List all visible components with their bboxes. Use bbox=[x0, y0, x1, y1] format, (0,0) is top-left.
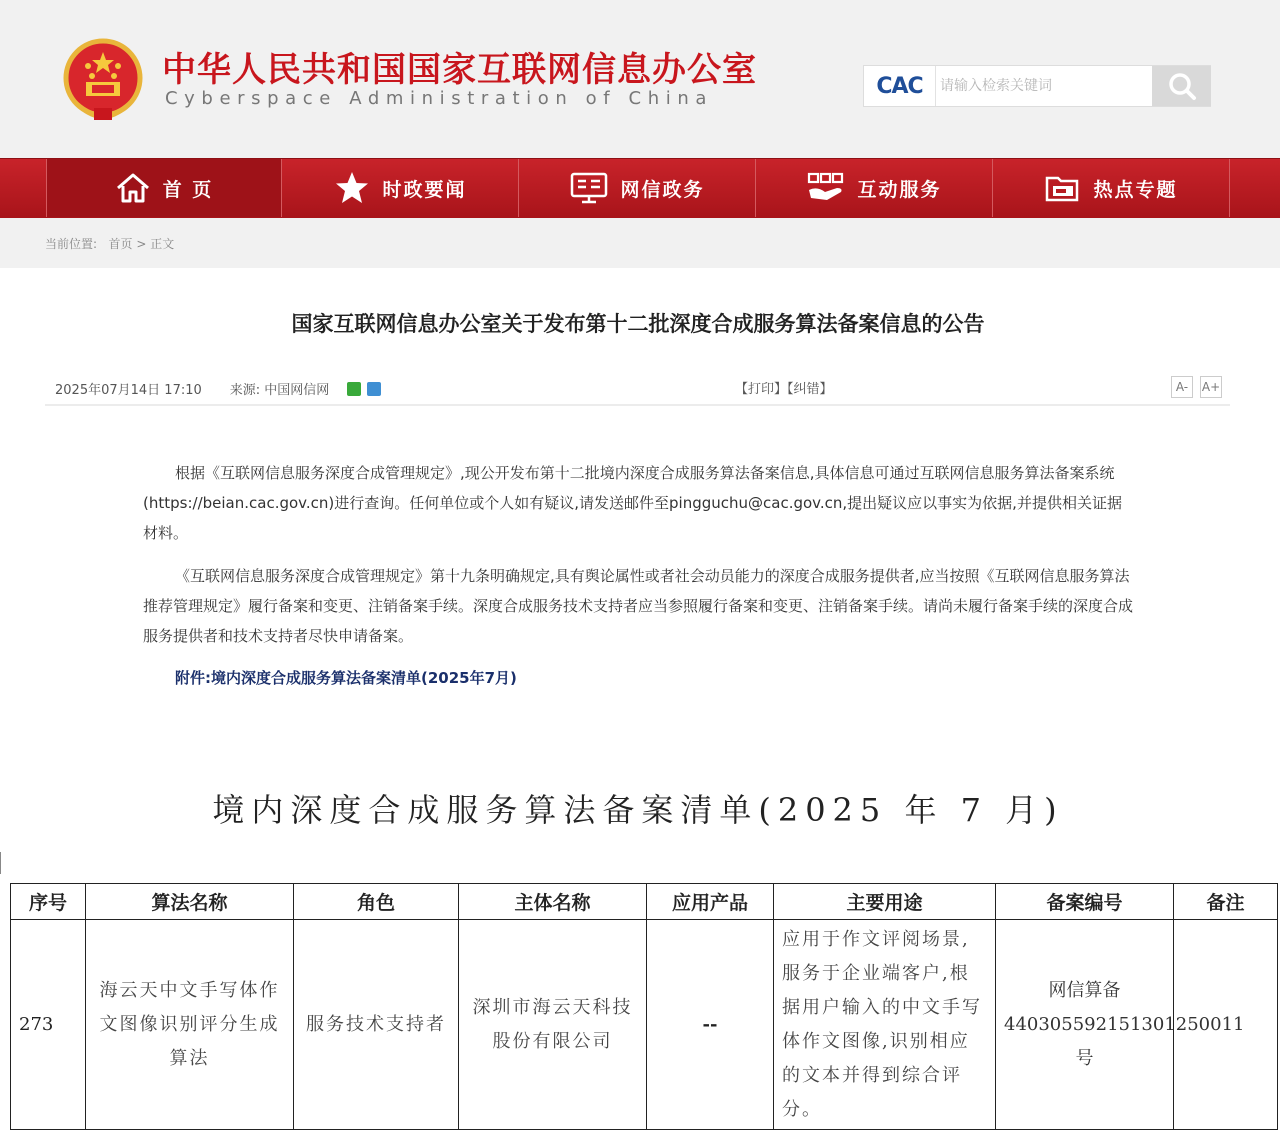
monitor-icon bbox=[570, 172, 608, 204]
nav-item-interaction[interactable] bbox=[757, 159, 993, 217]
filing-table bbox=[10, 883, 1278, 1130]
nav-item-home[interactable] bbox=[46, 159, 282, 217]
attachment-link[interactable]: 附件:境内深度合成服务算法备案清单(2025年7月) bbox=[175, 669, 517, 687]
interaction-icon bbox=[807, 172, 845, 204]
breadcrumb-current: 正文 bbox=[150, 237, 175, 251]
search-button[interactable] bbox=[1152, 66, 1211, 106]
article-title: 国家互联网信息办公室关于发布第十二批深度合成服务算法备案信息的公告 bbox=[291, 312, 985, 336]
nav-label: 首 页 bbox=[162, 178, 214, 201]
search-icon bbox=[1167, 71, 1197, 101]
table-header-cell: 角色 bbox=[294, 884, 459, 920]
breadcrumb-bar bbox=[0, 218, 1280, 268]
source-label: 来源: bbox=[229, 383, 261, 398]
publish-date: 2025年07月14日 17:10 bbox=[55, 383, 202, 398]
main-nav bbox=[0, 158, 1280, 218]
article-meta bbox=[45, 372, 1230, 406]
cell-role: 服务技术支持者 bbox=[294, 920, 459, 1130]
qzone-share-icon[interactable] bbox=[367, 382, 381, 396]
home-icon bbox=[115, 172, 151, 204]
cac-logo[interactable] bbox=[864, 66, 936, 106]
star-icon bbox=[334, 171, 370, 205]
cell-entity: 深圳市海云天科技股份有限公司 bbox=[459, 920, 647, 1130]
font-decrease-button[interactable]: A- bbox=[1171, 376, 1193, 398]
cell-product: -- bbox=[647, 920, 774, 1130]
cac-logo-text: CAC bbox=[876, 73, 923, 99]
article-paragraph-2: 《互联网信息服务深度合成管理规定》第十九条明确规定,具有舆论属性或者社会动员能力的深度合成服务提供者,应当按照《互联网信息服务算法推荐管理规定》履行备案和变更、注销备案手续。深度合成服务技术支持者应当参照履行备案和变更、注销备案手续。请尚未履行备案手续的深度合成服务提供者和技术支持者尽快申请备案。 bbox=[143, 567, 1134, 645]
folder-icon bbox=[1045, 172, 1081, 204]
article-paragraph-1: 根据《互联网信息服务深度合成管理规定》,现公开发布第十二批境内深度合成服务算法备案信息,具体信息可通过互联网信息服务算法备案系统(https://beian.cac.gov.cn)进行查询。任何单位或个人如有疑议,请发送邮件至pingguchu@cac.gov.cn,提出疑议应以事实为依据,并提供相关证据材料。 bbox=[143, 464, 1122, 542]
table-header-cell: 序号 bbox=[11, 884, 86, 920]
cell-filing-number: 网信算备440305592151301250011号 bbox=[996, 920, 1174, 1130]
scroll-marker bbox=[0, 852, 3, 874]
nav-item-affairs[interactable] bbox=[520, 159, 756, 217]
national-emblem-icon bbox=[62, 38, 144, 124]
nav-label: 互动服务 bbox=[857, 178, 942, 201]
correct-link[interactable]: 【纠错】 bbox=[787, 382, 833, 397]
cell-number: 273 bbox=[11, 920, 86, 1130]
breadcrumb-separator: > bbox=[136, 237, 147, 251]
search-box bbox=[863, 65, 1211, 107]
breadcrumb-prefix: 当前位置: bbox=[45, 237, 98, 251]
nav-item-topics[interactable] bbox=[994, 159, 1230, 217]
nav-item-news[interactable] bbox=[283, 159, 519, 217]
breadcrumb bbox=[45, 235, 174, 252]
site-header bbox=[0, 0, 1280, 158]
table-header-cell: 主要用途 bbox=[774, 884, 996, 920]
table-row bbox=[11, 920, 1278, 1130]
table-header-cell: 应用产品 bbox=[647, 884, 774, 920]
print-link[interactable]: 【打印】 bbox=[735, 382, 788, 397]
source-name: 中国网信网 bbox=[264, 383, 330, 398]
breadcrumb-home-link[interactable]: 首页 bbox=[108, 237, 133, 251]
cell-algorithm-name: 海云天中文手写体作文图像识别评分生成算法 bbox=[86, 920, 294, 1130]
meta-info bbox=[55, 379, 381, 398]
search-input[interactable] bbox=[940, 72, 1148, 100]
table-header-cell: 备案编号 bbox=[996, 884, 1174, 920]
font-increase-button[interactable]: A+ bbox=[1200, 376, 1222, 398]
nav-label: 时政要闻 bbox=[382, 178, 467, 201]
cell-usage: 应用于作文评阅场景,服务于企业端客户,根据用户输入的中文手写体作文图像,识别相应的文本并得到综合评分。 bbox=[774, 920, 996, 1130]
table-header-cell: 算法名称 bbox=[86, 884, 294, 920]
site-title-en: Cyberspace Administration of China bbox=[165, 88, 713, 109]
table-header-cell: 主体名称 bbox=[459, 884, 647, 920]
filing-list-title: 境内深度合成服务算法备案清单(2025 年 7 月) bbox=[212, 791, 1064, 829]
table-header-row bbox=[11, 884, 1278, 920]
article-actions bbox=[735, 378, 833, 397]
wechat-share-icon[interactable] bbox=[347, 382, 361, 396]
site-title-cn[interactable]: 中华人民共和国国家互联网信息办公室 bbox=[162, 50, 757, 90]
table-header-cell: 备注 bbox=[1174, 884, 1278, 920]
nav-label: 网信政务 bbox=[620, 178, 705, 201]
nav-label: 热点专题 bbox=[1093, 178, 1178, 201]
